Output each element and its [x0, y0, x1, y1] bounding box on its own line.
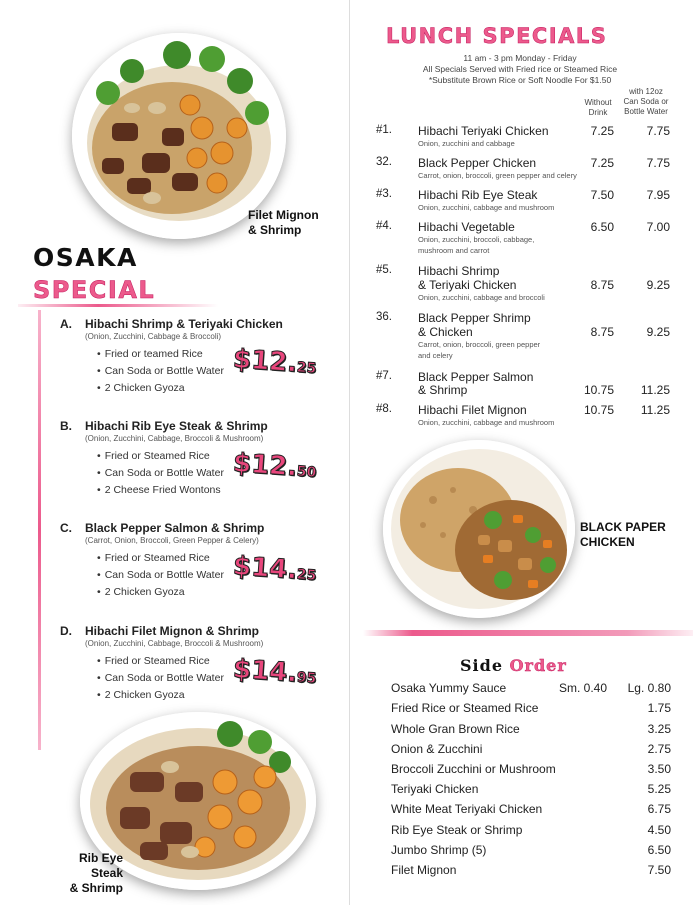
- combo-desc: (Carrot, Onion, Broccoli, Green Pepper & Celery): [85, 536, 259, 545]
- item-name: Hibachi Vegetable: [418, 220, 515, 234]
- side-item-name: Broccoli Zucchini or Mushroom: [391, 762, 556, 776]
- item-desc: Carrot, onion, broccoli, green pepper: [418, 340, 541, 349]
- item-number: 32.: [376, 156, 392, 168]
- price-main: $12.: [232, 448, 299, 483]
- combo-include-item: • 2 Cheese Fried Wontons: [97, 482, 224, 499]
- price-without-drink: 7.50: [590, 188, 614, 202]
- combo-includes: [97, 550, 224, 601]
- price-with-drink: 7.75: [646, 124, 670, 138]
- combo-include-item: • Can Soda or Bottle Water: [97, 567, 224, 584]
- side-item: [391, 698, 671, 718]
- side-item-name: Filet Mignon: [391, 863, 457, 877]
- side-item-price: 5.25: [647, 782, 671, 796]
- special-title-underline: [18, 304, 218, 307]
- combo-desc: (Onion, Zucchini, Cabbage, Broccoli & Mushroom): [85, 434, 264, 443]
- side-order-title: [460, 656, 567, 675]
- price-cents: 95: [296, 669, 317, 687]
- side-item-price: 4.50: [647, 823, 671, 837]
- item-desc: Onion, zucchini, broccoli, cabbage,: [418, 235, 535, 244]
- price-without-drink: 8.75: [590, 325, 614, 339]
- lunch-note-substitute: *Substitute Brown Rice or Soft Noodle For $1.50: [428, 75, 612, 85]
- combo-include-item: • Can Soda or Bottle Water: [97, 363, 224, 380]
- price-with-drink: 11.25: [640, 403, 670, 417]
- lunch-note-rice: All Specials Served with Fried rice or Steamed Rice: [422, 64, 618, 74]
- price-without-drink: 7.25: [590, 156, 614, 170]
- price-cents: 25: [296, 566, 317, 584]
- col-header-without-drink: Without Drink: [584, 98, 612, 117]
- combo-letter: D.: [60, 624, 72, 638]
- combo-b-price: [232, 448, 318, 484]
- side-item-name: Jumbo Shrimp (5): [391, 843, 487, 857]
- item-desc: Onion, zucchini and cabbage: [418, 139, 515, 148]
- combo-name: Hibachi Shrimp & Teriyaki Chicken: [85, 317, 283, 331]
- combo-include-item: • 2 Chicken Gyoza: [97, 687, 224, 704]
- side-title-word-1: Side: [460, 656, 503, 675]
- side-item-name: Fried Rice or Steamed Rice: [391, 701, 539, 715]
- combo-letter: A.: [60, 317, 72, 331]
- combo-desc: (Onion, Zucchini, Cabbage & Broccoli): [85, 332, 222, 341]
- side-item-name: Osaka Yummy Sauce: [391, 681, 507, 695]
- item-name-cont: & Shrimp: [418, 383, 468, 397]
- side-item-name: White Meat Teriyaki Chicken: [391, 802, 543, 816]
- item-number: #7.: [376, 370, 392, 382]
- side-item: [391, 759, 671, 779]
- item-number: #1.: [376, 124, 392, 136]
- price-without-drink: 7.25: [590, 124, 614, 138]
- combo-include-item: • 2 Chicken Gyoza: [97, 584, 224, 601]
- item-name: Hibachi Teriyaki Chicken: [418, 124, 549, 138]
- special-side-bar: [38, 310, 41, 750]
- item-name: Hibachi Shrimp: [418, 264, 500, 278]
- side-item-price: Lg. 0.80: [627, 681, 671, 695]
- combo-include-item: • Fried or teamed Rice: [97, 346, 224, 363]
- item-name-cont: & Teriyaki Chicken: [418, 278, 517, 292]
- combo-includes: [97, 346, 224, 397]
- side-item-name: Rib Eye Steak or Shrimp: [391, 823, 523, 837]
- column-divider: [349, 0, 350, 905]
- top-photo-caption: Filet Mignon & Shrimp: [248, 208, 319, 237]
- side-item: [391, 678, 671, 698]
- price-main: $12.: [232, 344, 299, 379]
- item-number: #5.: [376, 264, 392, 276]
- side-item: [391, 719, 671, 739]
- item-name: Hibachi Rib Eye Steak: [418, 188, 538, 202]
- item-desc: Onion, zucchini, cabbage and mushroom: [418, 203, 555, 212]
- section-divider: [363, 630, 693, 636]
- price-cents: 50: [296, 463, 317, 481]
- combo-letter: B.: [60, 419, 72, 433]
- price-without-drink: 6.50: [590, 220, 614, 234]
- side-item: [391, 779, 671, 799]
- item-desc: Onion, zucchini, cabbage and mushroom: [418, 418, 555, 427]
- price-with-drink: 7.75: [646, 156, 670, 170]
- black-pepper-chicken-photo: [383, 440, 575, 618]
- lunch-hours: 11 am - 3 pm Monday - Friday: [463, 53, 577, 63]
- combo-letter: C.: [60, 521, 72, 535]
- item-name: Black Pepper Chicken: [418, 156, 537, 170]
- col-header-with-drink: with 12oz Can Soda or Bottle Water: [623, 87, 669, 116]
- combo-include-item: • Can Soda or Bottle Water: [97, 670, 224, 687]
- combo-include-item: • 2 Chicken Gyoza: [97, 380, 224, 397]
- side-item-name: Teriyaki Chicken: [391, 782, 479, 796]
- side-title-word-2: Order: [509, 656, 567, 675]
- combo-d-price: [232, 654, 318, 690]
- price-with-drink: 11.25: [640, 383, 670, 397]
- item-desc: mushroom and carrot: [418, 246, 490, 255]
- item-number: #4.: [376, 220, 392, 232]
- special-title: SPECIAL: [33, 276, 156, 304]
- side-item-name: Whole Gran Brown Rice: [391, 722, 520, 736]
- item-name: Hibachi Filet Mignon: [418, 403, 527, 417]
- combo-include-item: • Fried or Steamed Rice: [97, 448, 224, 465]
- combo-include-item: • Can Soda or Bottle Water: [97, 465, 224, 482]
- side-item: [391, 820, 671, 840]
- combo-name: Hibachi Filet Mignon & Shrimp: [85, 624, 259, 638]
- item-number: #3.: [376, 188, 392, 200]
- side-item-price: 2.75: [647, 742, 671, 756]
- item-desc: Onion, zucchini, cabbage and broccoli: [418, 293, 545, 302]
- side-item-name: Onion & Zucchini: [391, 742, 483, 756]
- item-name: Black Pepper Shrimp: [418, 311, 531, 325]
- combo-include-item: • Fried or Steamed Rice: [97, 653, 224, 670]
- item-number: #8.: [376, 403, 392, 415]
- item-name: Black Pepper Salmon: [418, 370, 534, 384]
- side-item-price: 3.50: [647, 762, 671, 776]
- combo-includes: [97, 448, 224, 499]
- side-item-price: 6.50: [647, 843, 671, 857]
- price-with-drink: 7.95: [646, 188, 670, 202]
- combo-a-price: [232, 344, 318, 380]
- price-without-drink: 10.75: [583, 383, 614, 397]
- side-item-price: 6.75: [647, 802, 671, 816]
- side-item-price: 7.50: [647, 863, 671, 877]
- side-item: [391, 840, 671, 860]
- lunch-specials-title: LUNCH SPECIALS: [386, 24, 608, 48]
- side-item: [391, 799, 671, 819]
- price-main: $14.: [232, 551, 299, 586]
- combo-include-item: • Fried or Steamed Rice: [97, 550, 224, 567]
- combo-includes: [97, 653, 224, 704]
- bottom-photo-caption: Rib Eye Steak & Shrimp: [69, 851, 123, 895]
- price-without-drink: 10.75: [583, 403, 614, 417]
- combo-c-price: [232, 551, 318, 587]
- item-name-cont: & Chicken: [418, 325, 473, 339]
- price-cents: 25: [296, 359, 317, 377]
- side-item-price: 3.25: [647, 722, 671, 736]
- side-item-small-price: Sm. 0.40: [559, 681, 608, 695]
- combo-name: Hibachi Rib Eye Steak & Shrimp: [85, 419, 268, 433]
- price-main: $14.: [232, 654, 299, 689]
- price-with-drink: 9.25: [646, 325, 670, 339]
- side-item: [391, 860, 671, 880]
- item-desc: and celery: [418, 351, 453, 360]
- item-number: 36.: [376, 311, 392, 323]
- item-desc: Carrot, onion, broccoli, green pepper and celery: [418, 171, 577, 180]
- price-with-drink: 7.00: [646, 220, 670, 234]
- combo-desc: (Onion, Zucchini, Cabbage, Broccoli & Mushroom): [85, 639, 264, 648]
- right-photo-caption: BLACK PAPER CHICKEN: [580, 520, 666, 549]
- side-item: [391, 739, 671, 759]
- price-with-drink: 9.25: [646, 278, 670, 292]
- price-without-drink: 8.75: [590, 278, 614, 292]
- side-item-price: 1.75: [647, 701, 671, 715]
- combo-name: Black Pepper Salmon & Shrimp: [85, 521, 265, 535]
- food-illustration: [383, 440, 575, 618]
- osaka-title: OSAKA: [33, 243, 138, 272]
